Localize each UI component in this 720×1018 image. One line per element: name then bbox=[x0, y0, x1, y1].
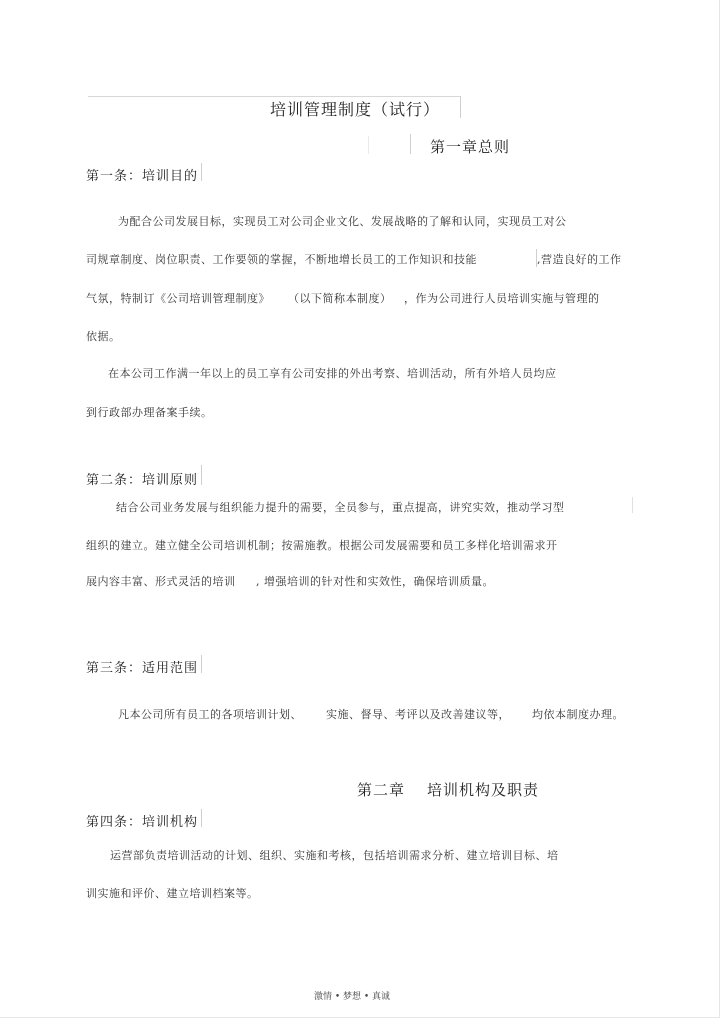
article1-p1-line2b: ,营造良好的工作 bbox=[537, 253, 622, 266]
article1-p1-line4: 依据。 bbox=[86, 330, 121, 343]
article4-line2: 训实施和评价、建立培训档案等。 bbox=[86, 887, 259, 900]
document-title: 培训管理制度（试行） bbox=[270, 100, 441, 119]
article3-line1a: 凡本公司所有员工的各项培训计划、 bbox=[118, 708, 302, 721]
article1-p1-line1: 为配合公司发展目标，实现员工对公司企业文化、发展战略的了解和认同，实现员工对公 bbox=[118, 215, 567, 228]
article2-heading-rule bbox=[201, 465, 202, 485]
chapter1-heading: 第一章总则 bbox=[430, 138, 511, 156]
title-right-rule bbox=[460, 96, 461, 118]
chapter1-left-rule-b bbox=[410, 134, 411, 154]
article4-line1: 运营部负责培训活动的计划、组织、实施和考核，包括培训需求分析、建立培训目标、培 bbox=[110, 849, 559, 862]
article2-line3b: , 增强培训的针对性和实效性，确保培训质量。 bbox=[256, 575, 494, 588]
article2-right-rule bbox=[632, 497, 633, 513]
article2-line2: 组织的建立。建立健全公司培训机制；按需施教。根据公司发展需要和员工多样化培训需求开 bbox=[86, 539, 558, 552]
article1-p1-line3c: ，作为公司进行人员培训实施与管理的 bbox=[404, 292, 600, 305]
article2-line3a: 展内容丰富、形式灵活的培训 bbox=[86, 575, 236, 588]
chapter2-label: 第二章 bbox=[357, 781, 406, 799]
article4-heading: 第四条：培训机构 bbox=[86, 815, 199, 830]
article1-p2-line1: 在本公司工作满一年以上的员工享有公司安排的外出考察、培训活动，所有外培人员均应 bbox=[108, 367, 557, 380]
article2-line1: 结合公司业务发展与组织能力提升的需要，全员参与，重点提高，讲究实效，推动学习型 bbox=[116, 501, 565, 514]
page-footer: 激情 • 梦想 • 真诚 bbox=[314, 992, 391, 1002]
article3-heading: 第三条：适用范围 bbox=[86, 661, 199, 676]
article2-heading: 第二条：培训原则 bbox=[86, 473, 199, 488]
article1-heading: 第一条：培训目的 bbox=[86, 169, 199, 184]
article3-heading-rule bbox=[201, 655, 202, 673]
article1-p2-line2: 到行政部办理备案手续。 bbox=[86, 406, 213, 419]
article1-heading-rule bbox=[201, 163, 202, 181]
article1-p1-line3a: 气氛，特制订《公司培训管理制度》 bbox=[86, 292, 270, 305]
article3-line1c: 均依本制度办理。 bbox=[532, 708, 624, 721]
article1-p1-line3b: （以下简称本制度） bbox=[288, 292, 392, 305]
article4-heading-rule bbox=[201, 809, 202, 827]
article3-line1b: 实施、督导、考评以及改善建议等， bbox=[326, 708, 510, 721]
article1-p1-line2a: 司规章制度、岗位职责、工作要领的掌握，不断地增长员工的工作知识和技能 bbox=[86, 253, 477, 266]
chapter1-left-rule-a bbox=[368, 136, 369, 154]
chapter2-title: 培训机构及职责 bbox=[427, 781, 540, 799]
